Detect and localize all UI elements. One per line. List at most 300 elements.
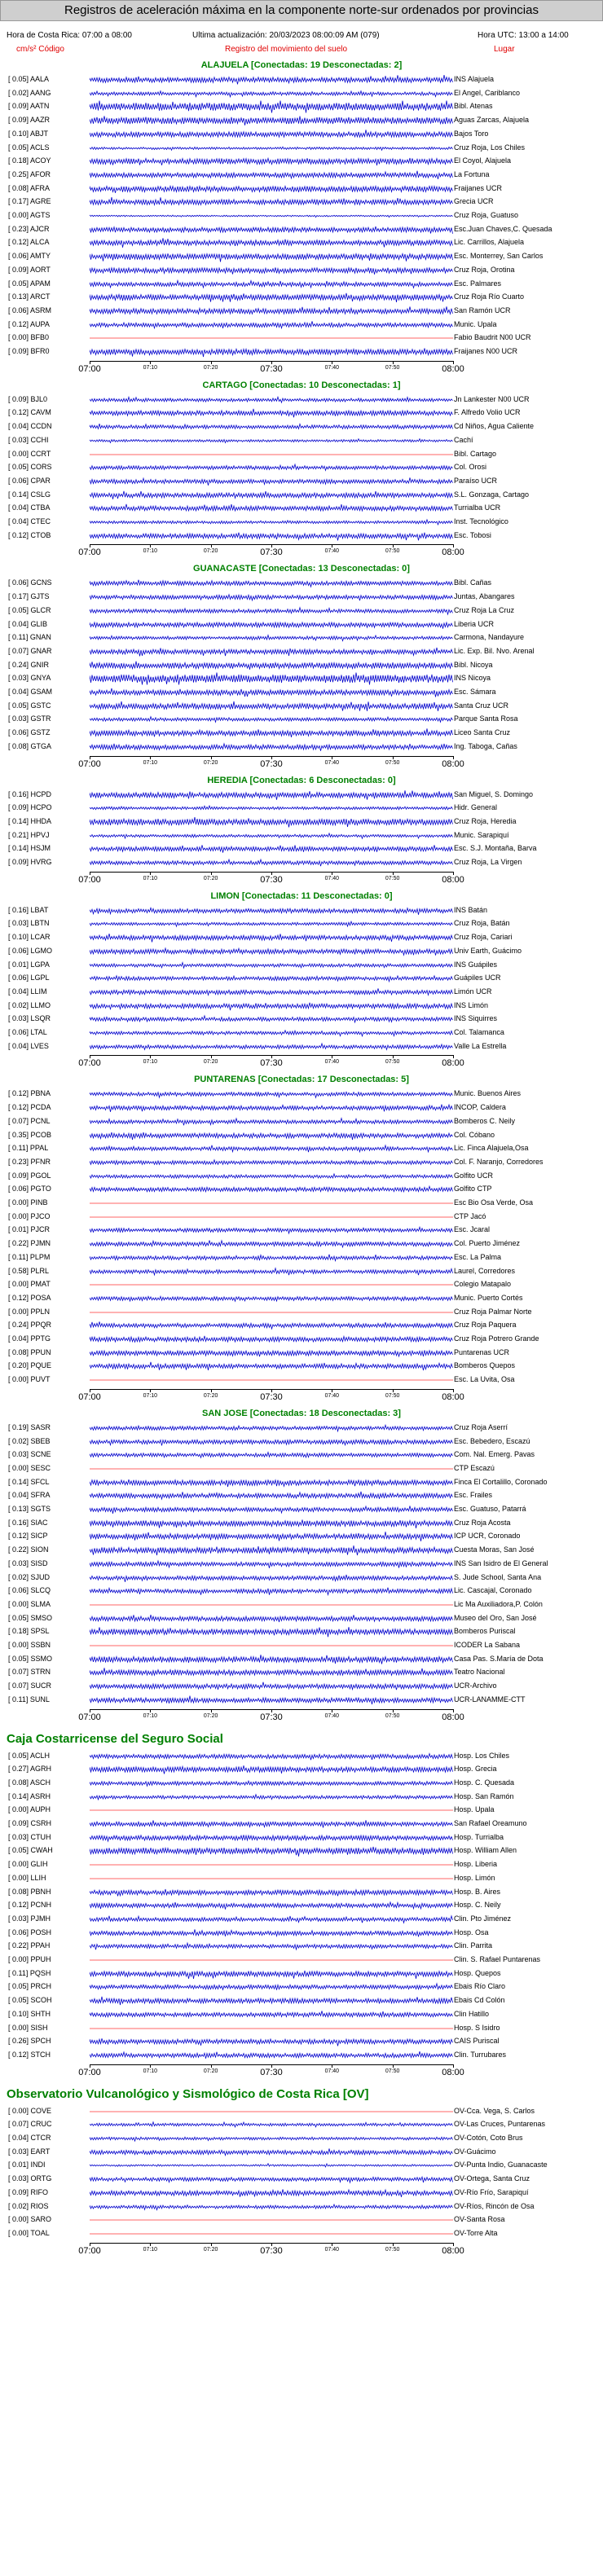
axis-label-major: 07:30 [260,1712,283,1722]
station-max-value: [ 0.00] [8,1375,29,1384]
station-row[interactable] [0,1544,603,1557]
station-code [8,422,90,430]
station-location: Hosp. Upala [454,1805,495,1814]
station-max-value: [ 0.17] [8,592,29,601]
seismic-trace [90,267,453,274]
station-code-label: TOAL [30,2228,50,2237]
trace-plot [90,1306,453,1319]
time-axis [0,1389,603,1402]
trace-plot [90,2008,453,2021]
station-code [8,933,90,941]
station-row[interactable] [0,1558,603,1571]
axis-tick [150,1389,151,1392]
station-row[interactable] [0,1804,603,1817]
axis-tick [150,2243,151,2246]
station-row[interactable] [0,631,603,644]
station-row[interactable] [0,1156,603,1169]
station-code-label: LGPL [30,974,50,982]
station-row[interactable] [0,448,603,461]
station-row[interactable] [0,659,603,672]
station-location: Esc. Guatuso, Patarrá [454,1505,526,1513]
axis-label-minor: 07:50 [385,364,400,371]
station-location: Hosp. Limón [454,1873,495,1882]
station-max-value: [ 0.08] [8,183,29,192]
station-row[interactable] [0,1319,603,1332]
station-location: INCOP, Caldera [454,1103,506,1112]
station-row[interactable] [0,1980,603,1994]
station-row[interactable] [0,1844,603,1857]
axis-tick [211,2243,212,2246]
station-row[interactable] [0,1899,603,1912]
station-row[interactable] [0,2022,603,2035]
station-row[interactable] [0,2173,603,2186]
station-row[interactable] [0,1994,603,2007]
station-row[interactable] [0,672,603,685]
station-code [8,517,90,525]
station-location: Cruz Roja, Orotina [454,265,515,274]
seismic-trace [90,1031,453,1036]
seismic-trace [90,2177,453,2183]
station-row[interactable] [0,223,603,236]
station-code [8,647,90,655]
seismic-trace [90,976,453,982]
seismic-trace [90,1655,453,1664]
station-row[interactable] [0,645,603,658]
station-row[interactable] [0,332,603,345]
station-location: Golfito CTP [454,1185,492,1193]
station-code [8,408,90,416]
station-location: Teatro Nacional [454,1668,505,1677]
seismic-trace [90,1322,453,1330]
seismic-trace [90,1997,453,2005]
station-row[interactable] [0,1517,603,1530]
station-location: Golfito UCR [454,1171,494,1180]
station-row[interactable] [0,2187,603,2200]
station-max-value: [ 0.14] [8,490,29,499]
axis-label-major: 07:30 [260,1391,283,1402]
station-location: Cruz Roja, Batán [454,919,510,928]
station-code [8,701,90,710]
station-code [8,1969,90,1977]
station-row[interactable] [0,1831,603,1844]
trace-plot [90,1940,453,1953]
station-code [8,2134,90,2142]
trace-plot [90,2187,453,2200]
station-code-label: COVE [30,2106,52,2115]
station-location: Bomberos Quepos [454,1361,516,1370]
station-row[interactable] [0,420,603,433]
station-row[interactable] [0,931,603,944]
station-row[interactable] [0,2227,603,2240]
station-max-value: [ 0.05] [8,1996,29,2005]
station-max-value: [ 0.27] [8,1765,29,1774]
time-axis [0,872,603,885]
station-code [8,1860,90,1868]
station-row[interactable] [0,577,603,590]
station-row[interactable] [0,1013,603,1026]
station-row[interactable] [0,2049,603,2062]
station-row[interactable] [0,1278,603,1291]
station-row[interactable] [0,1639,603,1652]
station-location: INS Limón [454,1000,489,1009]
station-location: Cruz Roja Aserrí [454,1422,508,1431]
seismic-trace [90,661,453,669]
station-code-label: ASRH [30,1791,51,1800]
station-row[interactable] [0,1000,603,1013]
station-max-value: [ 0.23] [8,1157,29,1166]
station-row[interactable] [0,1750,603,1763]
station-row[interactable] [0,1530,603,1543]
station-row[interactable] [0,972,603,985]
trace-plot [90,1503,453,1516]
station-location: OV-Santa Rosa [454,2215,505,2224]
trace-plot [90,713,453,726]
trace-plot [90,1183,453,1196]
seismic-trace [90,253,453,262]
station-row[interactable] [0,1625,603,1638]
station-row[interactable] [0,1142,603,1155]
station-location: S.L. Gonzaga, Cartago [454,490,530,499]
station-row[interactable] [0,1858,603,1871]
seismic-trace [90,1002,453,1009]
station-code [8,1158,90,1166]
trace-plot [90,1558,453,1571]
station-row[interactable] [0,618,603,631]
station-row[interactable] [0,1476,603,1489]
station-row[interactable] [0,1224,603,1237]
station-row[interactable] [0,1872,603,1885]
trace-plot [90,1927,453,1940]
seismic-trace [90,2122,453,2127]
station-row[interactable] [0,1653,603,1666]
station-row[interactable] [0,1197,603,1210]
station-location: El Coyol, Alajuela [454,156,512,165]
seismic-trace [90,580,453,587]
trace-plot [90,2146,453,2159]
station-max-value: [ 0.05] [8,1982,29,1991]
station-row[interactable] [0,1211,603,1224]
axis-tick [211,544,212,547]
axis-label-minor: 07:20 [203,1392,218,1399]
trace-plot [90,209,453,222]
station-location: Fraijanes N00 UCR [454,347,518,355]
station-code [8,790,90,798]
trace-plot [90,1831,453,1844]
station-code [8,1545,90,1554]
trace-plot [90,2159,453,2172]
station-row[interactable] [0,530,603,543]
station-row[interactable] [0,815,603,829]
trace-plot [90,420,453,433]
station-code-label: CCRT [30,449,51,458]
station-row[interactable] [0,2105,603,2118]
station-code [8,1641,90,1649]
axis-tick [211,1389,212,1392]
station-row[interactable] [0,73,603,86]
station-row[interactable] [0,1791,603,1804]
station-row[interactable] [0,1927,603,1940]
station-row[interactable] [0,1572,603,1585]
station-row[interactable] [0,196,603,209]
station-code-label: LGMO [30,946,53,955]
station-max-value: [ 0.00] [8,1211,29,1220]
station-row[interactable] [0,1777,603,1790]
station-row[interactable] [0,959,603,972]
station-row[interactable] [0,2118,603,2131]
axis-label-major: 08:00 [442,758,464,769]
station-max-value: [ 0.02] [8,1436,29,1445]
seismic-trace [90,1145,453,1152]
station-row[interactable] [0,1306,603,1319]
station-row[interactable] [0,461,603,474]
station-code [8,1559,90,1567]
seismic-trace [90,397,453,402]
axis-label-minor: 07:10 [143,1059,158,1066]
axis-label-minor: 07:20 [203,875,218,881]
station-row[interactable] [0,2159,603,2172]
station-row[interactable] [0,1680,603,1693]
station-code [8,1478,90,1486]
station-code [8,238,90,246]
station-row[interactable] [0,802,603,815]
station-code [8,1600,90,1608]
station-row[interactable] [0,502,603,515]
seismic-trace [90,1362,453,1370]
station-row[interactable] [0,2035,603,2048]
seismic-trace [90,817,453,827]
station-max-value: [ 0.06] [8,974,29,982]
seismic-trace [90,520,453,525]
trace-plot [90,114,453,127]
station-row[interactable] [0,1183,603,1196]
station-location: Cruz Roja, La Virgen [454,858,522,866]
station-row[interactable] [0,407,603,420]
station-row[interactable] [0,1374,603,1387]
station-location: Cd Niños, Agua Caliente [454,422,535,431]
station-row[interactable] [0,945,603,958]
station-code [8,197,90,205]
station-row[interactable] [0,1503,603,1516]
station-max-value: [ 0.00] [8,1307,29,1316]
station-code [8,1450,90,1458]
station-max-value: [ 0.06] [8,1928,29,1936]
station-row[interactable] [0,2146,603,2159]
axis-label-major: 07:00 [78,2067,101,2077]
station-code-label: PGOL [30,1171,51,1180]
station-row[interactable] [0,1612,603,1625]
station-row[interactable] [0,114,603,127]
station-row[interactable] [0,1237,603,1251]
station-row[interactable] [0,1940,603,1953]
station-row[interactable] [0,1026,603,1040]
station-code-label: ASRM [30,306,52,314]
station-location: Hidr. General [454,803,498,812]
station-location: Esc. La Uvita, Osa [454,1375,515,1384]
station-location: Bomberos C. Neily [454,1116,516,1125]
station-code-label: AGTS [30,211,51,219]
station-row[interactable] [0,686,603,699]
station-row[interactable] [0,291,603,304]
seismic-trace [90,1479,453,1487]
trace-plot [90,2118,453,2131]
station-max-value: [ 0.05] [8,1654,29,1663]
station-row[interactable] [0,1129,603,1142]
station-row[interactable] [0,142,603,155]
seismic-trace [90,280,453,288]
station-row[interactable] [0,489,603,502]
station-row[interactable] [0,986,603,999]
station-code [8,2215,90,2223]
station-row[interactable] [0,169,603,182]
trace-plot [90,2173,453,2186]
station-row[interactable] [0,1763,603,1776]
station-row[interactable] [0,1040,603,1053]
station-max-value: [ 0.05] [8,143,29,152]
station-row[interactable] [0,727,603,740]
station-code [8,89,90,97]
station-row[interactable] [0,2132,603,2145]
station-row[interactable] [0,1170,603,1183]
trace-plot [90,1142,453,1155]
station-row[interactable] [0,305,603,318]
station-row[interactable] [0,1265,603,1278]
station-row[interactable] [0,1333,603,1346]
station-row[interactable] [0,1422,603,1435]
station-location: Esc. S.J. Montaña, Barva [454,844,537,853]
station-row[interactable] [0,789,603,802]
station-row[interactable] [0,345,603,358]
station-code-label: PPAH [30,1941,51,1950]
station-row[interactable] [0,1913,603,1926]
station-row[interactable] [0,904,603,917]
station-location: Cuesta Moras, San José [454,1545,535,1554]
station-row[interactable] [0,209,603,222]
trace-plot [90,1872,453,1885]
station-row[interactable] [0,1251,603,1264]
seismic-trace [90,728,453,737]
station-location: Cruz Roja Paquera [454,1321,517,1330]
trace-plot [90,142,453,155]
station-row[interactable] [0,741,603,754]
station-row[interactable] [0,1448,603,1462]
station-row[interactable] [0,475,603,488]
trace-plot [90,1360,453,1373]
station-location: OV-Cca. Vega, S. Carlos [454,2106,535,2115]
station-max-value: [ 0.09] [8,347,29,355]
station-row[interactable] [0,278,603,291]
station-row[interactable] [0,1435,603,1448]
station-location: Colegio Matapalo [454,1280,512,1289]
station-code-label: GNIR [30,660,50,669]
station-row[interactable] [0,1489,603,1502]
trace-plot [90,1791,453,1804]
station-code [8,252,90,260]
station-row[interactable] [0,319,603,332]
station-code [8,1014,90,1022]
station-code [8,266,90,274]
station-row[interactable] [0,1886,603,1899]
station-row[interactable] [0,2200,603,2213]
station-row[interactable] [0,1347,603,1360]
station-code-label: SFRA [30,1491,51,1500]
trace-plot [90,1170,453,1183]
station-max-value: [ 0.07] [8,2120,29,2129]
seismic-trace [90,2204,453,2209]
trace-plot [90,1422,453,1435]
station-row[interactable] [0,1101,603,1114]
station-code-label: CTCR [30,2134,51,2142]
station-row[interactable] [0,829,603,842]
station-row[interactable] [0,1115,603,1128]
station-row[interactable] [0,1818,603,1831]
station-row[interactable] [0,856,603,869]
station-row[interactable] [0,700,603,713]
time-axis [0,756,603,769]
station-row[interactable] [0,1292,603,1305]
station-row[interactable] [0,182,603,196]
station-row[interactable] [0,516,603,529]
station-row[interactable] [0,2213,603,2227]
station-row[interactable] [0,1598,603,1611]
trace-plot [90,1000,453,1013]
station-row[interactable] [0,2008,603,2021]
station-row[interactable] [0,1954,603,1967]
station-row[interactable] [0,917,603,930]
station-row[interactable] [0,1967,603,1980]
axis-label-major: 07:00 [78,758,101,769]
station-row[interactable] [0,713,603,726]
axis-tick [150,756,151,759]
station-max-value: [ 0.00] [8,2106,29,2115]
station-location: Bomberos Puriscal [454,1627,516,1636]
station-row[interactable] [0,604,603,618]
station-row[interactable] [0,1666,603,1679]
station-row[interactable] [0,250,603,263]
station-code [8,2120,90,2128]
station-row[interactable] [0,1694,603,1707]
seismic-trace [90,424,453,429]
station-code [8,102,90,110]
station-row[interactable] [0,155,603,168]
axis-label-minor: 07:50 [385,1712,400,1719]
station-row[interactable] [0,1462,603,1475]
station-row[interactable] [0,87,603,100]
station-max-value: [ 0.11] [8,1252,29,1261]
station-row[interactable] [0,1585,603,1598]
station-row[interactable] [0,591,603,604]
station-max-value: [ 0.09] [8,394,29,403]
station-row[interactable] [0,1088,603,1101]
station-row[interactable] [0,236,603,249]
local-time: Hora de Costa Rica: 07:00 a 08:00 [7,31,132,40]
seismic-trace [90,635,453,641]
station-row[interactable] [0,100,603,113]
station-row[interactable] [0,1360,603,1373]
axis-label-major: 08:00 [442,1058,464,1069]
station-row[interactable] [0,393,603,407]
station-row[interactable] [0,434,603,447]
station-max-value: [ 0.17] [8,197,29,206]
station-location: Guápiles UCR [454,974,501,982]
station-row[interactable] [0,264,603,277]
station-code [8,817,90,825]
station-max-value: [ 0.01] [8,1225,29,1234]
trace-plot [90,393,453,407]
station-max-value: [ 0.00] [8,1955,29,1963]
trace-plot [90,1101,453,1114]
station-row[interactable] [0,842,603,855]
station-row[interactable] [0,128,603,141]
